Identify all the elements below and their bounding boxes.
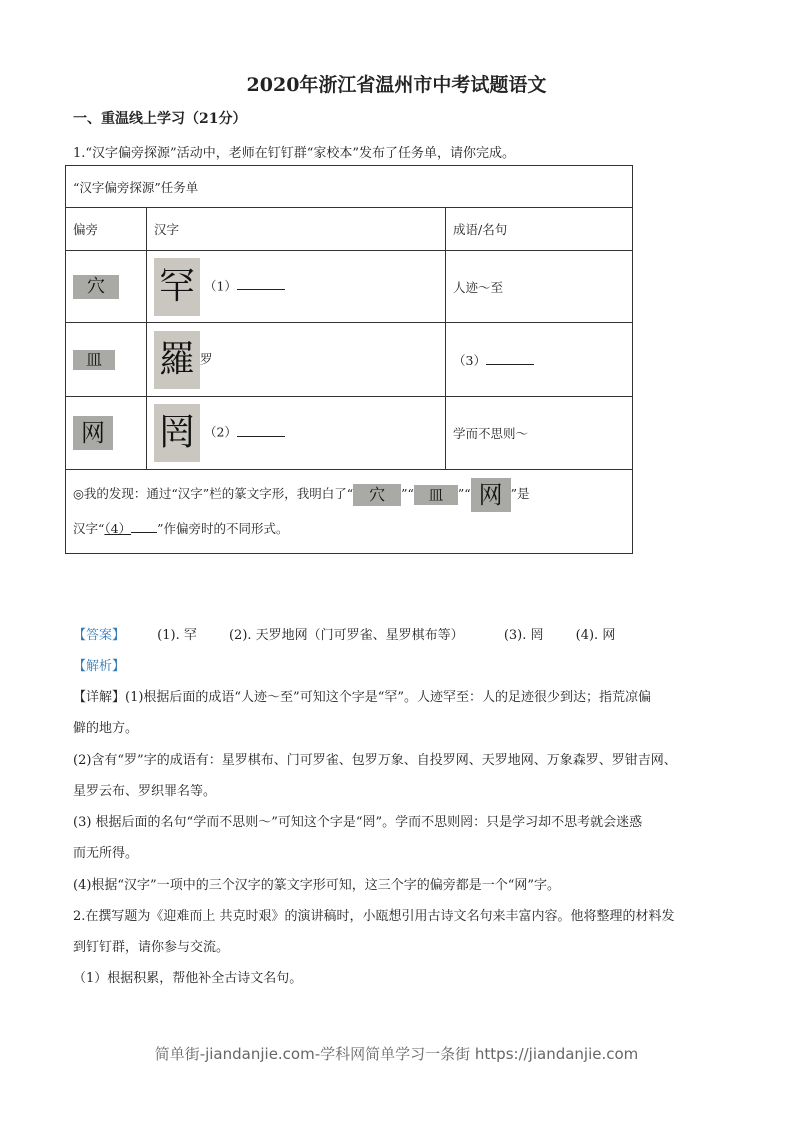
radical-seal-image: 皿: [73, 350, 115, 370]
hanzi-label: 罗: [200, 351, 213, 366]
idiom-cell: 学而不思则～: [446, 397, 633, 470]
blank-label: （3）: [453, 352, 486, 368]
analysis-line: 僻的地方。: [73, 721, 139, 736]
answer-item: (1). 罕: [157, 628, 197, 643]
radical-seal-image: 网: [73, 416, 113, 450]
answer-row: [73, 624, 615, 643]
seal-character-image: 羅: [154, 331, 200, 389]
analysis-label: 【解析】: [73, 659, 126, 674]
discovery-text: 是: [517, 486, 530, 502]
question-2-sub: （1）根据积累，帮他补全古诗文名句。: [73, 971, 303, 986]
blank-label: （1）: [203, 278, 237, 293]
answer-blank: [486, 352, 534, 365]
answer-blank: [237, 277, 285, 290]
analysis-line: (4)根据“汉字”一项中的三个汉字的篆文字形可知，这三个字的偏旁都是一个“网”字。: [73, 878, 560, 893]
section-heading: 一、重温线上学习（21分）: [73, 111, 247, 127]
radical-seal-image: 网: [471, 478, 511, 512]
discovery-text: 汉字“: [73, 520, 105, 536]
analysis-line: 星罗云布、罗织罪名等。: [73, 784, 217, 799]
radical-seal-image: 皿: [414, 485, 458, 505]
answer-blank: [237, 424, 285, 437]
analysis-line: (2)含有“罗”字的成语有：星罗棋布、门可罗雀、包罗万象、自投罗网、天罗地网、万象森罗、罗钳吉网、: [73, 753, 677, 768]
table-caption: “汉字偏旁探源”任务单: [66, 166, 633, 208]
quote: “: [407, 486, 414, 502]
radical-seal-image: 穴: [353, 484, 401, 506]
blank-label: （2）: [203, 424, 237, 440]
answer-item: (2). 天罗地网（门可罗雀、星罗棋布等）: [228, 628, 464, 643]
header-hanzi: 汉字: [147, 208, 446, 251]
task-table: [65, 165, 633, 554]
answer-blank: [131, 520, 157, 533]
quote: ”: [457, 486, 465, 502]
page-title: 2020年浙江省温州市中考试题语文: [246, 74, 547, 96]
seal-character-image: 罔: [154, 404, 200, 462]
header-idiom: 成语/名句: [446, 208, 633, 251]
analysis-line: 而无所得。: [73, 846, 139, 861]
question-1: 1.“汉字偏旁探源”活动中，老师在钉钉群“家校本”发布了任务单，请你完成。: [73, 146, 515, 161]
discovery-text: ”作偏旁时的不同形式。: [157, 520, 289, 536]
answer-label: 【答案】: [73, 628, 126, 643]
question-2: 2.在撰写题为《迎难而上 共克时艰》的演讲稿时，小瓯想引用古诗文名句来丰富内容。他将整理的材料发: [73, 909, 675, 924]
analysis-line: 【详解】(1)根据后面的成语“人迹～至”可知这个字是“罕”。人迹罕至：人的足迹很少到达；指荒凉偏: [73, 690, 651, 705]
idiom-cell: 人迹～至: [446, 251, 633, 323]
quote: ”: [510, 486, 518, 502]
header-radical: 偏旁: [66, 208, 147, 251]
quote: “: [464, 486, 471, 502]
discovery-text: ◎我的发现：通过“汉字”栏的篆文字形，我明白了“: [73, 486, 354, 502]
radical-seal-image: 穴: [73, 275, 119, 299]
seal-character-image: 罕: [154, 258, 200, 316]
question-2: 到钉钉群，请你参与交流。: [73, 940, 230, 955]
quote: ”: [401, 486, 408, 502]
blank-label: （4）: [104, 520, 132, 536]
answer-item: (4). 网: [575, 628, 616, 643]
answer-item: (3). 罔: [503, 628, 544, 643]
footer-watermark: 简单街-jiandanjie.com-学科网简单学习一条街 https://jiandanjie.com: [154, 1045, 639, 1063]
analysis-line: (3) 根据后面的名句“学而不思则～”可知这个字是“罔”。学而不思则罔：只是学习却不思考就会迷惑: [73, 815, 643, 830]
